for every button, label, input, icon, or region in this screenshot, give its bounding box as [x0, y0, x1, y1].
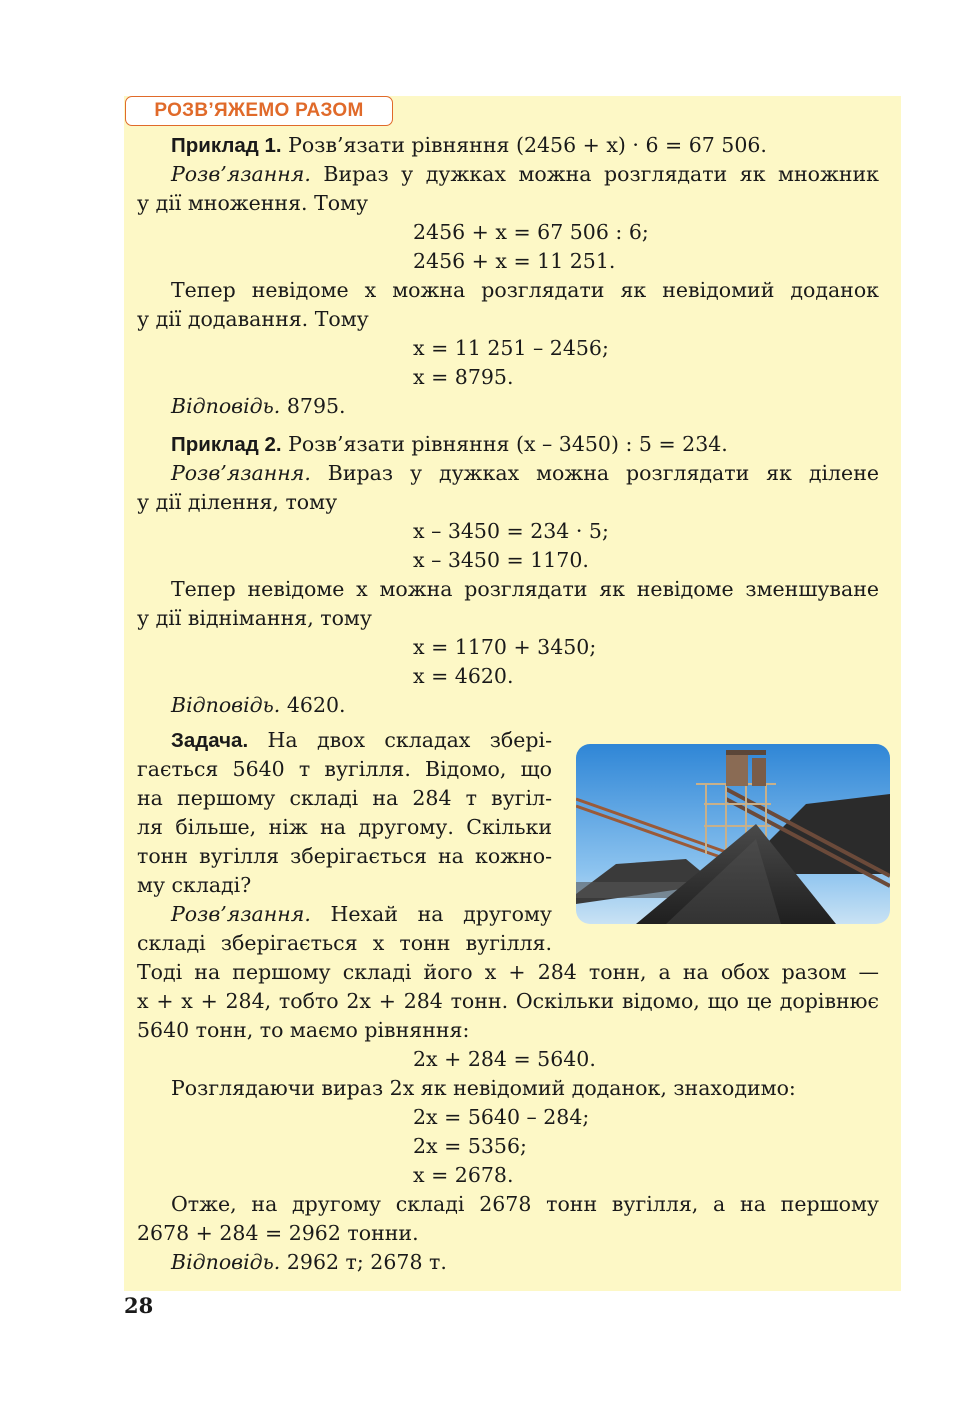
example1-solution-line [171, 160, 879, 189]
problem-equation-3: 2x = 5356; [413, 1134, 527, 1158]
problem-answer-label: Відповідь. [171, 1250, 281, 1274]
problem-text-line: ля більше, ніж на другому. Скільки [137, 815, 552, 839]
coal-pile-conveyor-icon [576, 744, 890, 924]
example1-text-line: Тепер невідоме x можна розглядати як невідомий доданок [171, 278, 879, 302]
example2-equation-1: x – 3450 = 234 · 5; [413, 519, 609, 543]
example2-answer-value: 4620. [286, 693, 346, 717]
example2-text-line: у дії віднімання, тому [137, 606, 372, 630]
example2-equation-3: x = 1170 + 3450; [413, 635, 597, 659]
example2-text-line: у дії ділення, тому [137, 490, 338, 514]
example1-answer [171, 392, 879, 421]
problem-text-line: 5640 тонн, то маємо рівняння: [137, 1018, 470, 1042]
example1-solution-text: Вираз у дужках можна розглядати як множник [323, 162, 879, 186]
problem-text-line: на першому складі на 284 т вугіл- [137, 786, 552, 810]
problem-text-line: му складі? [137, 873, 252, 897]
coal-pile-photo [576, 744, 890, 924]
example1-equation-4: x = 8795. [413, 365, 514, 389]
example1-answer-label: Відповідь. [171, 394, 281, 418]
example2-equation-4: x = 4620. [413, 664, 514, 688]
problem-equation-2: 2x = 5640 – 284; [413, 1105, 590, 1129]
example2-solution-label: Розв’язання. [171, 461, 311, 485]
problem-solution-line [171, 900, 552, 929]
page-number: 28 [124, 1293, 154, 1318]
problem-text-line: Розглядаючи вираз 2x як невідомий доданок, знаходимо: [171, 1076, 796, 1100]
problem-text-line: 2678 + 284 = 2962 тонни. [137, 1221, 419, 1245]
problem-text-line: тонн вугілля зберігається на кожно- [137, 844, 552, 868]
problem-equation-4: x = 2678. [413, 1163, 514, 1187]
problem-solution-text: Нехай на другому [330, 902, 552, 926]
example2-solution-line [171, 459, 879, 488]
problem-answer [171, 1248, 879, 1277]
example2-solution-text: Вираз у дужках можна розглядати як ділене [327, 461, 879, 485]
problem-answer-value: 2962 т; 2678 т. [286, 1250, 447, 1274]
example2-statement-line [171, 430, 879, 459]
example1-statement-line [171, 131, 879, 160]
section-badge: РОЗВ’ЯЖЕМО РАЗОМ [125, 96, 393, 126]
problem-label: Задача. [171, 729, 249, 752]
example2-statement: Розв’язати рівняння (x – 3450) : 5 = 234. [288, 432, 728, 456]
problem-text: На двох складах збері- [267, 728, 552, 752]
problem-statement-line [171, 726, 552, 755]
example2-equation-2: x – 3450 = 1170. [413, 548, 589, 572]
example2-answer-label: Відповідь. [171, 693, 281, 717]
problem-text-line: Отже, на другому складі 2678 тонн вугілля, а на першому [171, 1192, 879, 1216]
example1-solution-label: Розв’язання. [171, 162, 311, 186]
example2-label: Приклад 2. [171, 433, 282, 456]
example1-text-line: у дії додавання. Тому [137, 307, 369, 331]
problem-equation-1: 2x + 284 = 5640. [413, 1047, 596, 1071]
example2-text-line: Тепер невідоме x можна розглядати як невідоме зменшуване [171, 577, 879, 601]
problem-solution-label: Розв’язання. [171, 902, 311, 926]
example1-text-line: у дії множення. Тому [137, 191, 369, 215]
example1-equation-3: x = 11 251 – 2456; [413, 336, 609, 360]
example2-answer [171, 691, 879, 720]
problem-text-line: x + x + 284, тобто 2x + 284 тонн. Оскільки відомо, що це дорівнює [137, 989, 879, 1013]
example1-answer-value: 8795. [286, 394, 346, 418]
example1-statement: Розв’язати рівняння (2456 + x) · 6 = 67 506. [288, 133, 767, 157]
problem-text-line: Тоді на першому складі його x + 284 тонн, а на обох разом — [137, 960, 879, 984]
example1-equation-1: 2456 + x = 67 506 : 6; [413, 220, 649, 244]
problem-text-line: складі зберігається x тонн вугілля. [137, 931, 552, 955]
example1-equation-2: 2456 + x = 11 251. [413, 249, 616, 273]
problem-text-line: гається 5640 т вугілля. Відомо, що [137, 757, 552, 781]
example1-label: Приклад 1. [171, 134, 282, 157]
